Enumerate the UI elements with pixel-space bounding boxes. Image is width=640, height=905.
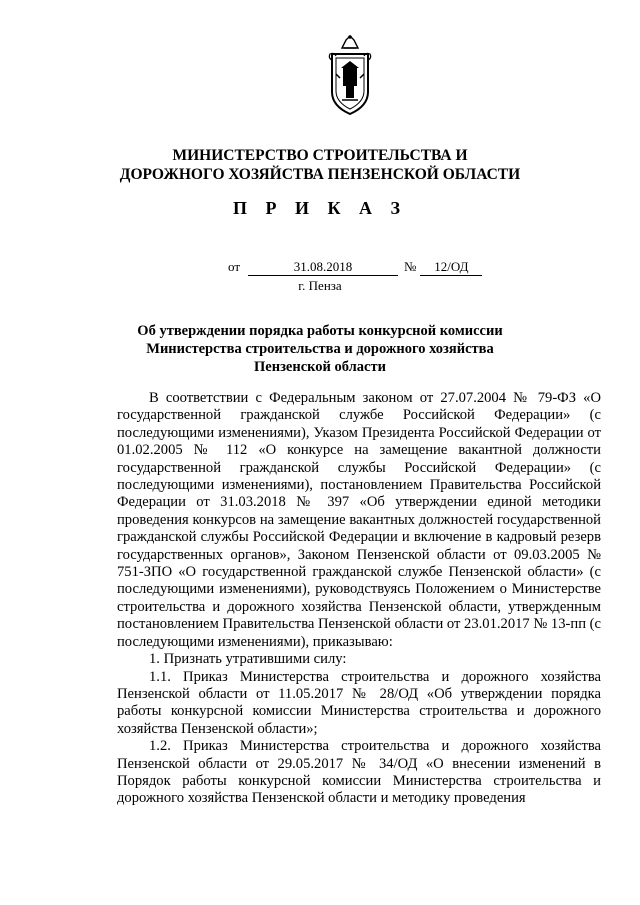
city-line: г. Пенза — [298, 278, 342, 293]
order-subject: Об утверждении порядка работы конкурсной комиссии Министерства строительства и дорожного хозяйства Пензенской области — [137, 323, 503, 375]
document-type-title: П Р И К А З — [232, 198, 408, 218]
ministry-line-1: МИНИСТЕРСТВО СТРОИТЕЛЬСТВА И — [172, 147, 468, 164]
number-label: № — [404, 259, 417, 274]
item-1-2: 1.2. Приказ Министерства строительства и дорожного хозяйства Пензенской области от 29.05.2017 № 34/ОД «О внесении изменений в Порядок работы конкурсной комиссии Министерства строительства и дорожного хозяйства Пензенской области и методику проведения — [117, 738, 601, 807]
order-number: 12/ОД — [420, 259, 482, 276]
item-1: 1. Признать утратившими силу: — [149, 651, 347, 668]
date-number-line — [228, 259, 482, 276]
order-date: 31.08.2018 — [248, 259, 398, 276]
coat-of-arms-emblem — [322, 34, 378, 118]
date-label: от — [228, 259, 241, 274]
ministry-line-2: ДОРОЖНОГО ХОЗЯЙСТВА ПЕНЗЕНСКОЙ ОБЛАСТИ — [119, 166, 521, 183]
ministry-name — [100, 146, 540, 184]
preamble-paragraph: В соответствии с Федеральным законом от 27.07.2004 № 79-ФЗ «О государственной гражданской службе Российской Федерации» (с последующими изменениями), Указом Президента Российской Федерации от 01.02.2005 № 112 «О конкурсе на замещение вакантной должности государственной гражданской службы Российской Федерации» (с последующими изменениями), постановлением Правительства Российской Федерации от 31.03.2018 № 397 «Об утверждении единой методики проведения конкурсов на замещение вакантных должностей государственной гражданской службы Российской Федерации и включение в кадровый резерв государственных органов», Законом Пензенской области от 09.03.2005 № 751-ЗПО «О государственной гражданской службе Пензенской области» (с последующими изменениями), руководствуясь Положением о Министерстве строительства и дорожного хозяйства Пензенской области, утвержденным постановлением Правительства Пензенской области от 23.01.2017 № 13-пп (с последующими изменениями), приказываю: — [117, 390, 601, 650]
item-1-1: 1.1. Приказ Министерства строительства и дорожного хозяйства Пензенской области от 11.05.2017 № 28/ОД «Об утверждении порядка работы конкурсной комиссии Министерства строительства и дорожного хозяйства Пензенской области»; — [117, 668, 601, 737]
order-body — [117, 390, 601, 808]
